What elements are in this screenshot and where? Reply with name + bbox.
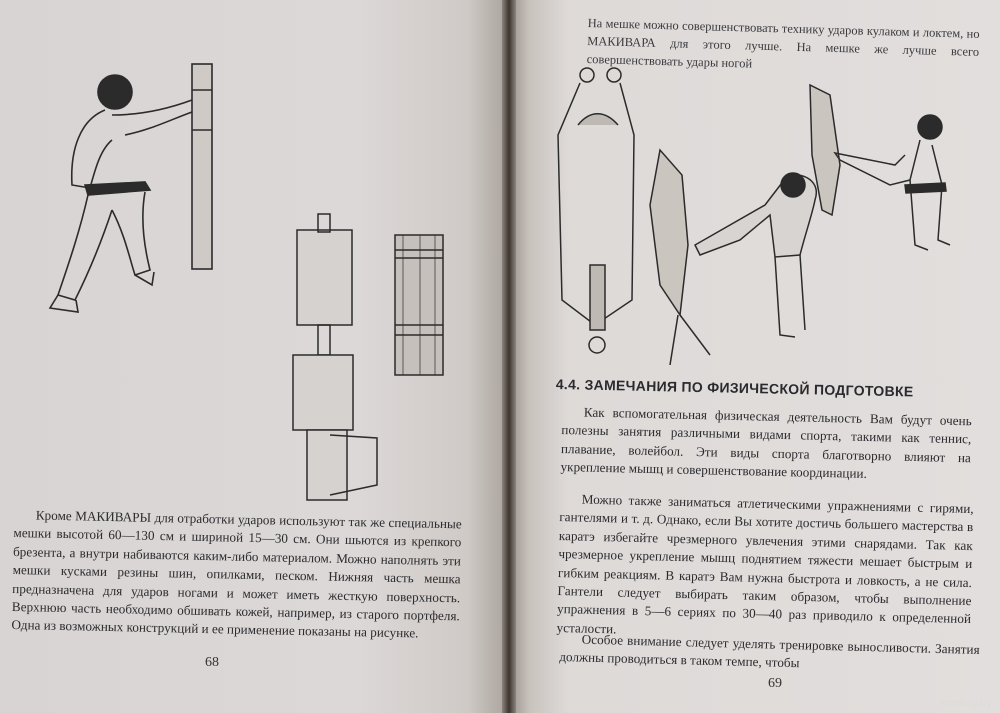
page-number-left: 68 bbox=[205, 655, 219, 670]
page-number-right: 69 bbox=[768, 676, 782, 691]
makiwara-illustration bbox=[40, 60, 230, 330]
left-paragraph-text: Кроме МАКИВАРЫ для отработки ударов используют так же специальные мешки высотой 60—130 см и шириной 15—30 см. Они шьются из крепкого брезента, а внутри набиваются каким-либо материалом. Можно наполнять эти мешки кусками резины шин, опилками, песком. Нижняя часть мешка предназначена для ударов ногами и может иметь жесткую поверхность. Верхнюю часть необходимо обшивать кожей, например, из старого портфеля. Одна из возможных конструкций и ее применение показаны на рисунке. bbox=[11, 507, 462, 641]
top-text: На мешке можно совершенствовать технику ударов кулаком и локтем, но МАКИВАРА для этого лучше. На мешке же лучше всего совершенствовать удары ногой bbox=[586, 15, 980, 71]
left-paragraph bbox=[11, 506, 462, 644]
section-heading: 4.4. ЗАМЕЧАНИЯ ПО ФИЗИЧЕСКОЙ ПОДГОТОВКЕ bbox=[555, 376, 914, 400]
book-gutter bbox=[502, 0, 516, 713]
right-paragraph-1-text: Как вспомогательная физическая деятельность Вам будут очень полезны занятия различными видами спорта, такими как теннис, плавание, волейбол. Эти виды спорта благотворно влияют на укрепление мышц и совершенствование координации. bbox=[560, 404, 972, 482]
right-paragraph-2 bbox=[556, 490, 973, 647]
right-paragraph-3-text: Особое внимание следует уделять тренировке выносливости. Занятия должны проводиться в таком темпе, чтобы bbox=[559, 631, 980, 671]
bag-kicking-illustration bbox=[550, 65, 970, 365]
bag-construction-illustration bbox=[285, 210, 455, 510]
watermark: www.ay.by bbox=[940, 697, 992, 709]
right-paragraph-2-text: Можно также заниматься атлетическими упражнениями с гирями, гантелями и т. д. Однако, если Вы хотите достичь большего мастерства в каратэ избегайте чрезмерного увлечения этими снарядами. Так как чрезмерное укрепление мышц поднятием тяжести мешает быстрым и гибким реакциям. В каратэ Вам нужна быстрота и ловкость, а не сила. Гантели следует выбирать таким образом, чтобы выполнение упражнения в 5—6 сериях по 30—40 раз приводило к определенной усталости. bbox=[556, 491, 974, 637]
right-paragraph-1 bbox=[560, 403, 972, 486]
